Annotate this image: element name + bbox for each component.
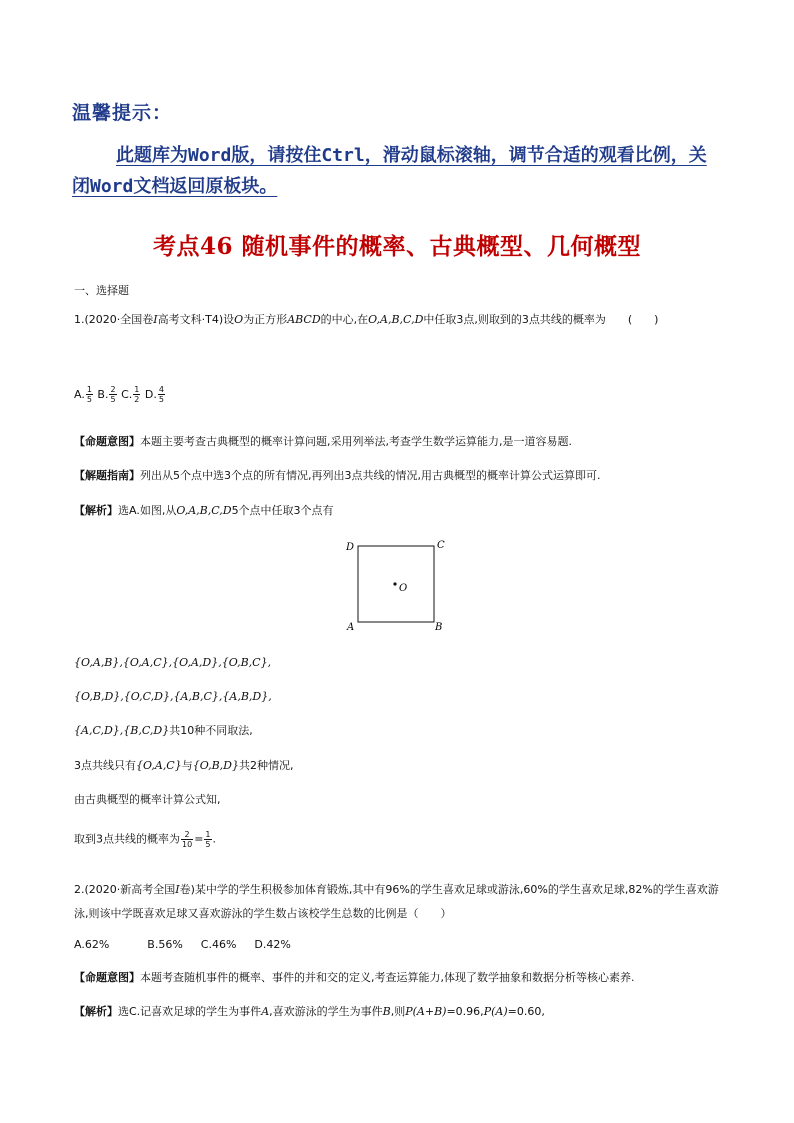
q2-options <box>74 937 291 953</box>
q1-intent: 【命题意图】本题主要考查古典概型的概率计算问题,采用列举法,考查学生数学运算能力,是一道容易题. <box>74 435 572 448</box>
label-c: C <box>437 540 445 551</box>
label-d: D <box>346 542 355 553</box>
q1-list-line-3: {A,C,D},{B,C,D}共10种不同取法, <box>74 724 253 737</box>
q1-option-b: B. $\frac{2}{5}$ <box>97 385 116 404</box>
q1-collinear-line: 3点共线只有{O,A,C}与{O,B,D}共2种情况, <box>74 759 294 772</box>
section-heading: 一、选择题 <box>74 284 129 297</box>
q2-stem: 2.(2020·新高考全国Ⅰ卷)某中学的学生积极参加体育锻炼,其中有96%的学生喜欢足球或游泳,60%的学生喜欢足球,82%的学生喜欢游泳,则该中学既喜欢足球又喜欢游泳的学生数占该校学生总数的比例是（ ） <box>74 883 719 920</box>
q2-option-a: A.62% <box>74 938 110 951</box>
q1-solution-intro: 【解析】选A.如图,从O,A,B,C,D5个点中任取3个点有 <box>74 504 334 517</box>
q1-answer-line: 取到3点共线的概率为 $\frac{2}{10}$ = $\frac{1}{5}$ . <box>74 830 216 849</box>
q1-guide: 【解题指南】列出从5个点中选3个点的所有情况,再列出3点共线的情况,用古典概型的概率计算公式运算即可. <box>74 469 601 482</box>
q1-formula-line: 由古典概型的概率计算公式知, <box>74 793 221 806</box>
square-diagram <box>342 538 452 632</box>
tip-title: 温馨提示： <box>72 102 173 124</box>
q1-options <box>74 385 166 404</box>
q1-list-line-1: {O,A,B},{O,A,C},{O,A,D},{O,B,C}, <box>74 656 272 669</box>
q2-intent: 【命题意图】本题考查随机事件的概率、事件的并和交的定义,考查运算能力,体现了数学抽象和数据分析等核心素养. <box>74 971 635 984</box>
q1-option-d: D. $\frac{4}{5}$ <box>144 385 164 404</box>
q1-option-a: A. $\frac{1}{5}$ <box>74 385 92 404</box>
tip-body: 此题库为Word版，请按住Ctrl，滑动鼠标滚轴，调节合适的观看比例，关闭Word文档返回原板块。 <box>72 145 707 197</box>
q1-option-c: C. $\frac{1}{2}$ <box>121 385 140 404</box>
q2-solution: 【解析】选C.记喜欢足球的学生为事件A,喜欢游泳的学生为事件B,则P(A+B)=0.96,P(A)=0.60, <box>74 1005 545 1018</box>
q2-option-d: D.42% <box>254 938 291 951</box>
q1-list-line-2: {O,B,D},{O,C,D},{A,B,C},{A,B,D}, <box>74 690 272 703</box>
label-b: B <box>435 622 443 632</box>
q2-option-c: C.46% <box>200 938 237 951</box>
label-a: A <box>347 622 355 632</box>
q1-stem: 1.(2020·全国卷Ⅰ高考文科·T4)设O为正方形ABCD的中心,在O,A,B,C,D中任取3点,则取到的3点共线的概率为 ( ) <box>74 313 659 326</box>
q2-option-b: B.56% <box>147 938 183 951</box>
page-title: 考点46 随机事件的概率、古典概型、几何概型 <box>152 233 641 260</box>
label-o: O <box>399 583 408 594</box>
